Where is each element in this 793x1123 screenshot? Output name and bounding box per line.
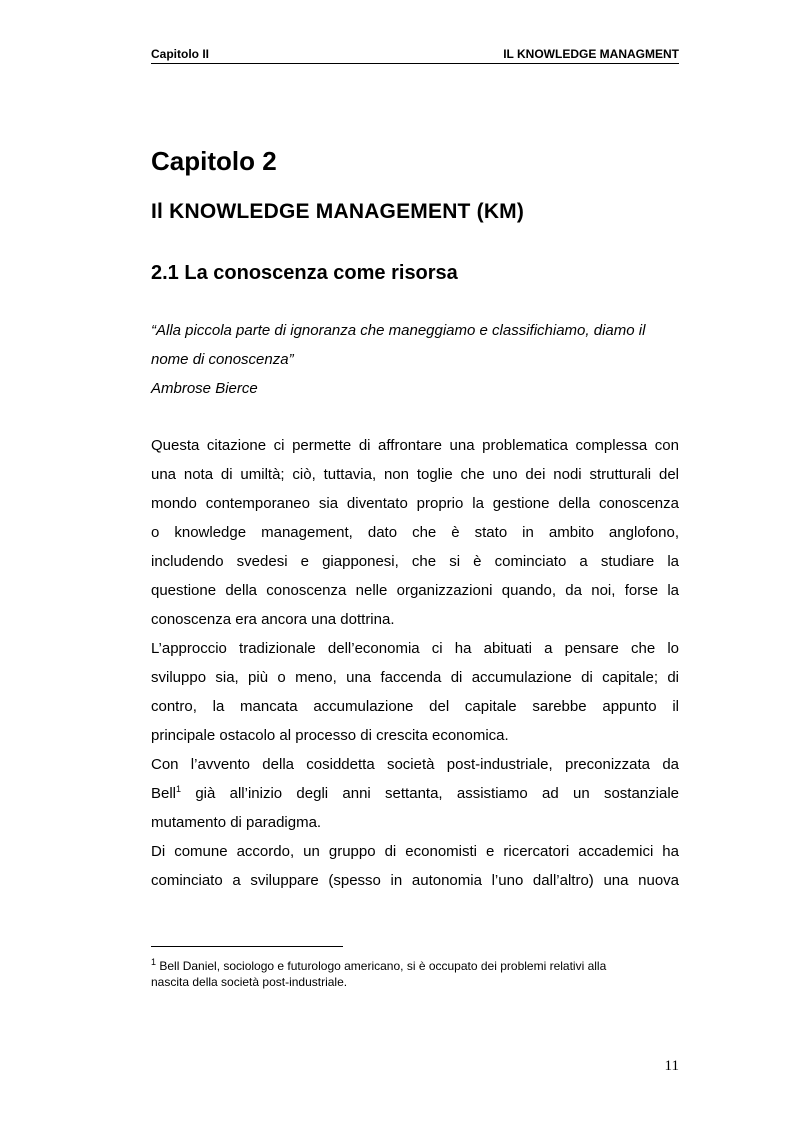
paragraph-text: già all’inizio degli anni settanta, assistiamo ad un sostanziale: [181, 785, 679, 802]
chapter-title: Capitolo 2: [151, 146, 277, 176]
paragraph-line: cominciato a sviluppare (spesso in autonomia l’uno dall’altro) una nuova: [151, 872, 679, 889]
chapter-subtitle: Il KNOWLEDGE MANAGEMENT (KM): [151, 200, 525, 223]
paragraph-line: mutamento di paradigma.: [151, 814, 322, 831]
quote-author: Ambrose Bierce: [151, 380, 258, 397]
page-number: 11: [664, 1058, 679, 1074]
paragraph-line: una nota di umiltà; ciò, tuttavia, non toglie che uno dei nodi strutturali del: [151, 466, 679, 483]
quote-line: “Alla piccola parte di ignoranza che maneggiamo e classifichiamo, diamo il: [151, 322, 646, 339]
paragraph-line: o knowledge management, dato che è stato in ambito anglofono,: [151, 524, 679, 541]
footnote-text: nascita della società post-industriale.: [151, 975, 348, 989]
paragraph-line: conoscenza era ancora una dottrina.: [151, 611, 395, 628]
footnote-mark: 1: [151, 957, 157, 967]
paragraph-line: sviluppo sia, più o meno, una faccenda di accumulazione di capitale; di: [151, 669, 679, 686]
paragraph-line: principale ostacolo al processo di crescita economica.: [151, 727, 509, 744]
paragraph-line: [151, 779, 679, 808]
body-text: [151, 431, 679, 895]
quote-line: nome di conoscenza”: [151, 351, 294, 368]
footnote-ref[interactable]: 1: [176, 784, 182, 794]
footnote-text: Bell Daniel, sociologo e futurologo americano, si è occupato dei problemi relativi alla: [156, 959, 607, 973]
paragraph-line: includendo svedesi e giapponesi, che si è cominciato a studiare la: [151, 553, 679, 570]
running-header: [151, 47, 679, 64]
section-title: 2.1 La conoscenza come risorsa: [151, 262, 458, 284]
footnote-ref-text: Bell: [151, 785, 177, 802]
paragraph-line: Di comune accordo, un gruppo di economisti e ricercatori accademici ha: [151, 843, 679, 860]
paragraph-line: contro, la mancata accumulazione del capitale sarebbe appunto il: [151, 698, 679, 715]
paragraph-line: L’approccio tradizionale dell’economia ci ha abituati a pensare che lo: [151, 640, 679, 657]
header-chapter-topic: IL KNOWLEDGE MANAGMENT: [503, 47, 679, 61]
footnote: [151, 958, 679, 990]
epigraph-quote: [151, 316, 679, 403]
paragraph-line: mondo contemporaneo sia diventato proprio la gestione della conoscenza: [151, 495, 679, 512]
header-chapter-label: Capitolo II: [151, 47, 209, 61]
paragraph-line: questione della conoscenza nelle organizzazioni quando, da noi, forse la: [151, 582, 679, 599]
paragraph-line: Con l’avvento della cosiddetta società post-industriale, preconizzata da: [151, 756, 679, 773]
paragraph-line: Questa citazione ci permette di affrontare una problematica complessa con: [151, 437, 679, 454]
footnote-divider: [151, 946, 343, 947]
